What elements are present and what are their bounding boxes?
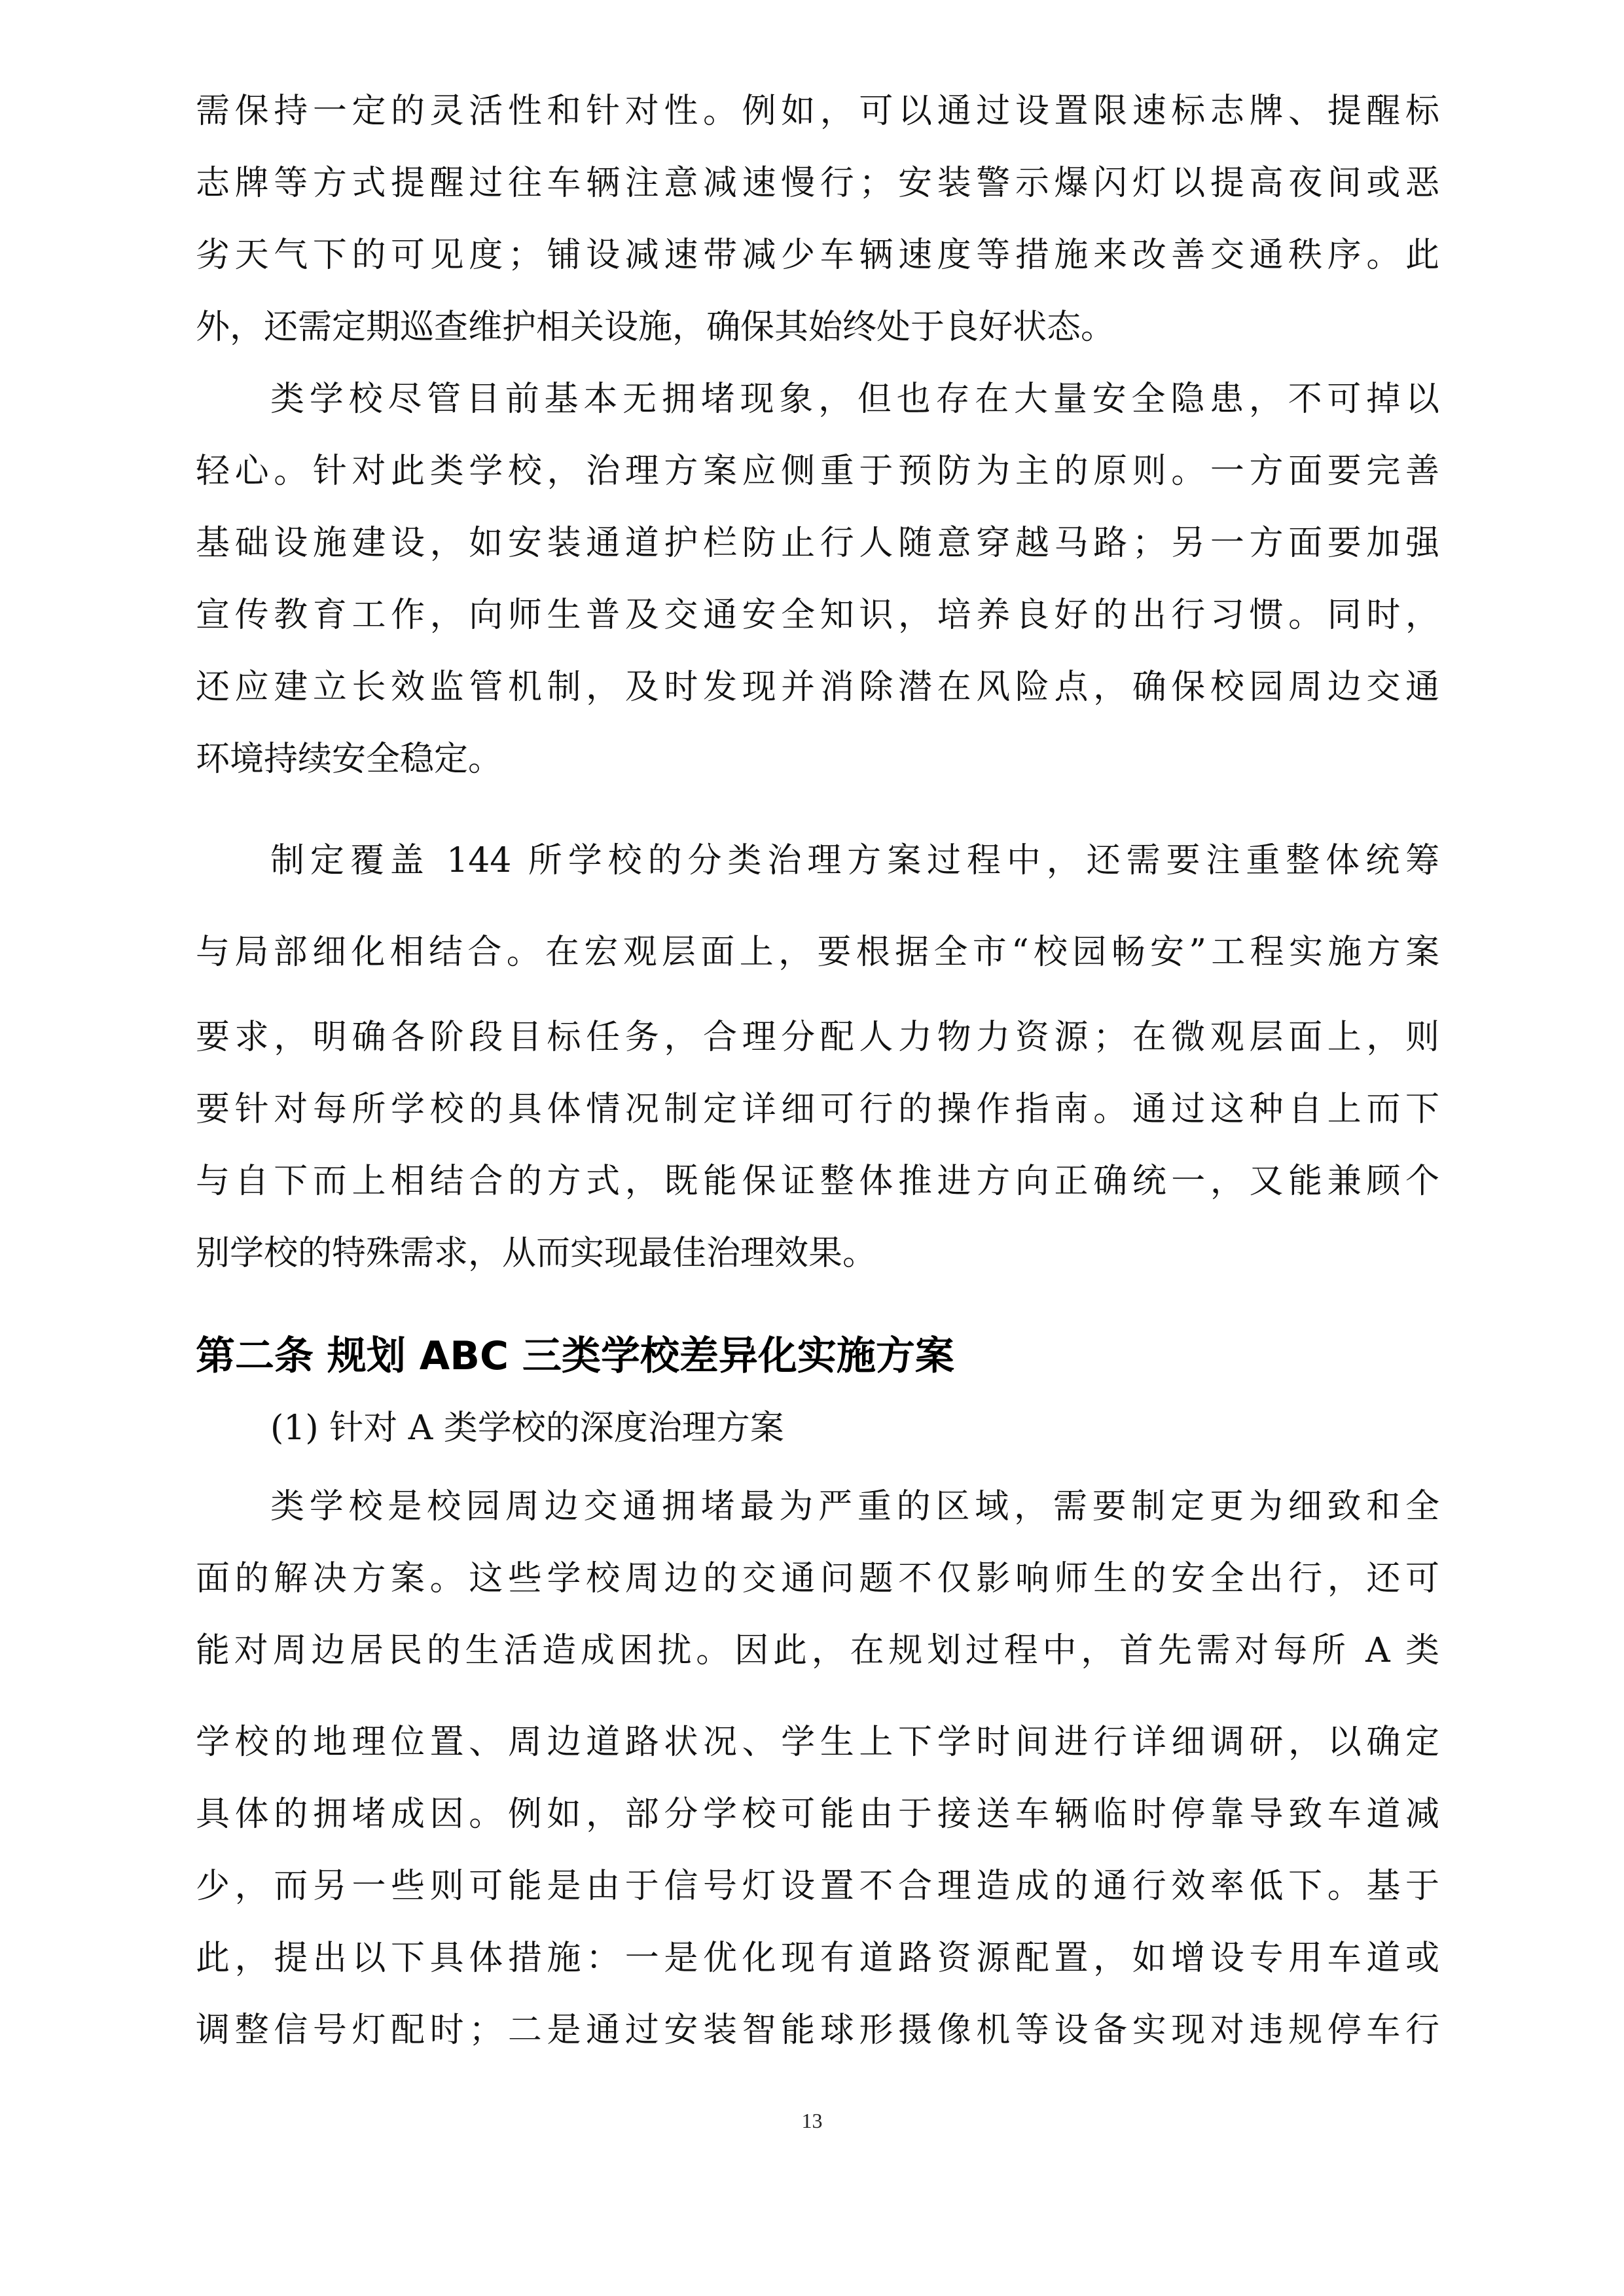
text-line: 学校的地理位置、周边道路状况、学生上下学时间进行详细调研，以确定	[196, 1723, 1439, 1762]
text-line: 与局部细化相结合。在宏观层面上，要根据全市“校园畅安”工程实施方案	[196, 933, 1439, 972]
text-line: 具体的拥堵成因。例如，部分学校可能由于接送车辆临时停靠导致车道减	[196, 1795, 1439, 1834]
page-number: 13	[801, 2109, 823, 2132]
text-line: 此，提出以下具体措施：一是优化现有道路资源配置，如增设专用车道或	[196, 1939, 1439, 1978]
text-line: 别学校的特殊需求，从而实现最佳治理效果。	[196, 1234, 877, 1273]
subsection-heading: (1) 针对 A 类学校的深度治理方案	[270, 1408, 784, 1448]
text-line: 宣传教育工作，向师生普及交通安全知识，培养良好的出行习惯。同时，	[196, 596, 1439, 635]
text-line: 环境持续安全稳定。	[196, 740, 503, 779]
text-line: 轻心。针对此类学校，治理方案应侧重于预防为主的原则。一方面要完善	[196, 452, 1439, 491]
text-line: 外，还需定期巡查维护相关设施，确保其始终处于良好状态。	[196, 308, 1115, 347]
text-line: 制定覆盖 144 所学校的分类治理方案过程中，还需要注重整体统筹	[270, 841, 1439, 880]
text-line: 调整信号灯配时；二是通过安装智能球形摄像机等设备实现对违规停车行	[196, 2011, 1439, 2050]
text-line: 劣天气下的可见度；铺设减速带减少车辆速度等措施来改善交通秩序。此	[196, 236, 1439, 275]
text-line: 类学校尽管目前基本无拥堵现象，但也存在大量安全隐患，不可掉以	[270, 380, 1439, 419]
text-line: 能对周边居民的生活造成困扰。因此，在规划过程中，首先需对每所 A 类	[196, 1631, 1439, 1670]
text-line: 类学校是校园周边交通拥堵最为严重的区域，需要制定更为细致和全	[270, 1487, 1439, 1526]
text-line: 要求，明确各阶段目标任务，合理分配人力物力资源；在微观层面上，则	[196, 1018, 1439, 1057]
text-line: 还应建立长效监管机制，及时发现并消除潜在风险点，确保校园周边交通	[196, 668, 1439, 707]
text-line: 与自下而上相结合的方式，既能保证整体推进方向正确统一，又能兼顾个	[196, 1162, 1439, 1201]
text-line: 志牌等方式提醒过往车辆注意减速慢行；安装警示爆闪灯以提高夜间或恶	[196, 164, 1439, 203]
text-line: 需保持一定的灵活性和针对性。例如，可以通过设置限速标志牌、提醒标	[196, 92, 1439, 131]
text-line: 面的解决方案。这些学校周边的交通问题不仅影响师生的安全出行，还可	[196, 1559, 1439, 1598]
text-line: 基础设施建设，如安装通道护栏防止行人随意穿越马路；另一方面要加强	[196, 524, 1439, 563]
section-heading: 第二条 规划 ABC 三类学校差异化实施方案	[196, 1333, 954, 1379]
text-line: 少，而另一些则可能是由于信号灯设置不合理造成的通行效率低下。基于	[196, 1867, 1439, 1906]
text-line: 要针对每所学校的具体情况制定详细可行的操作指南。通过这种自上而下	[196, 1090, 1439, 1129]
